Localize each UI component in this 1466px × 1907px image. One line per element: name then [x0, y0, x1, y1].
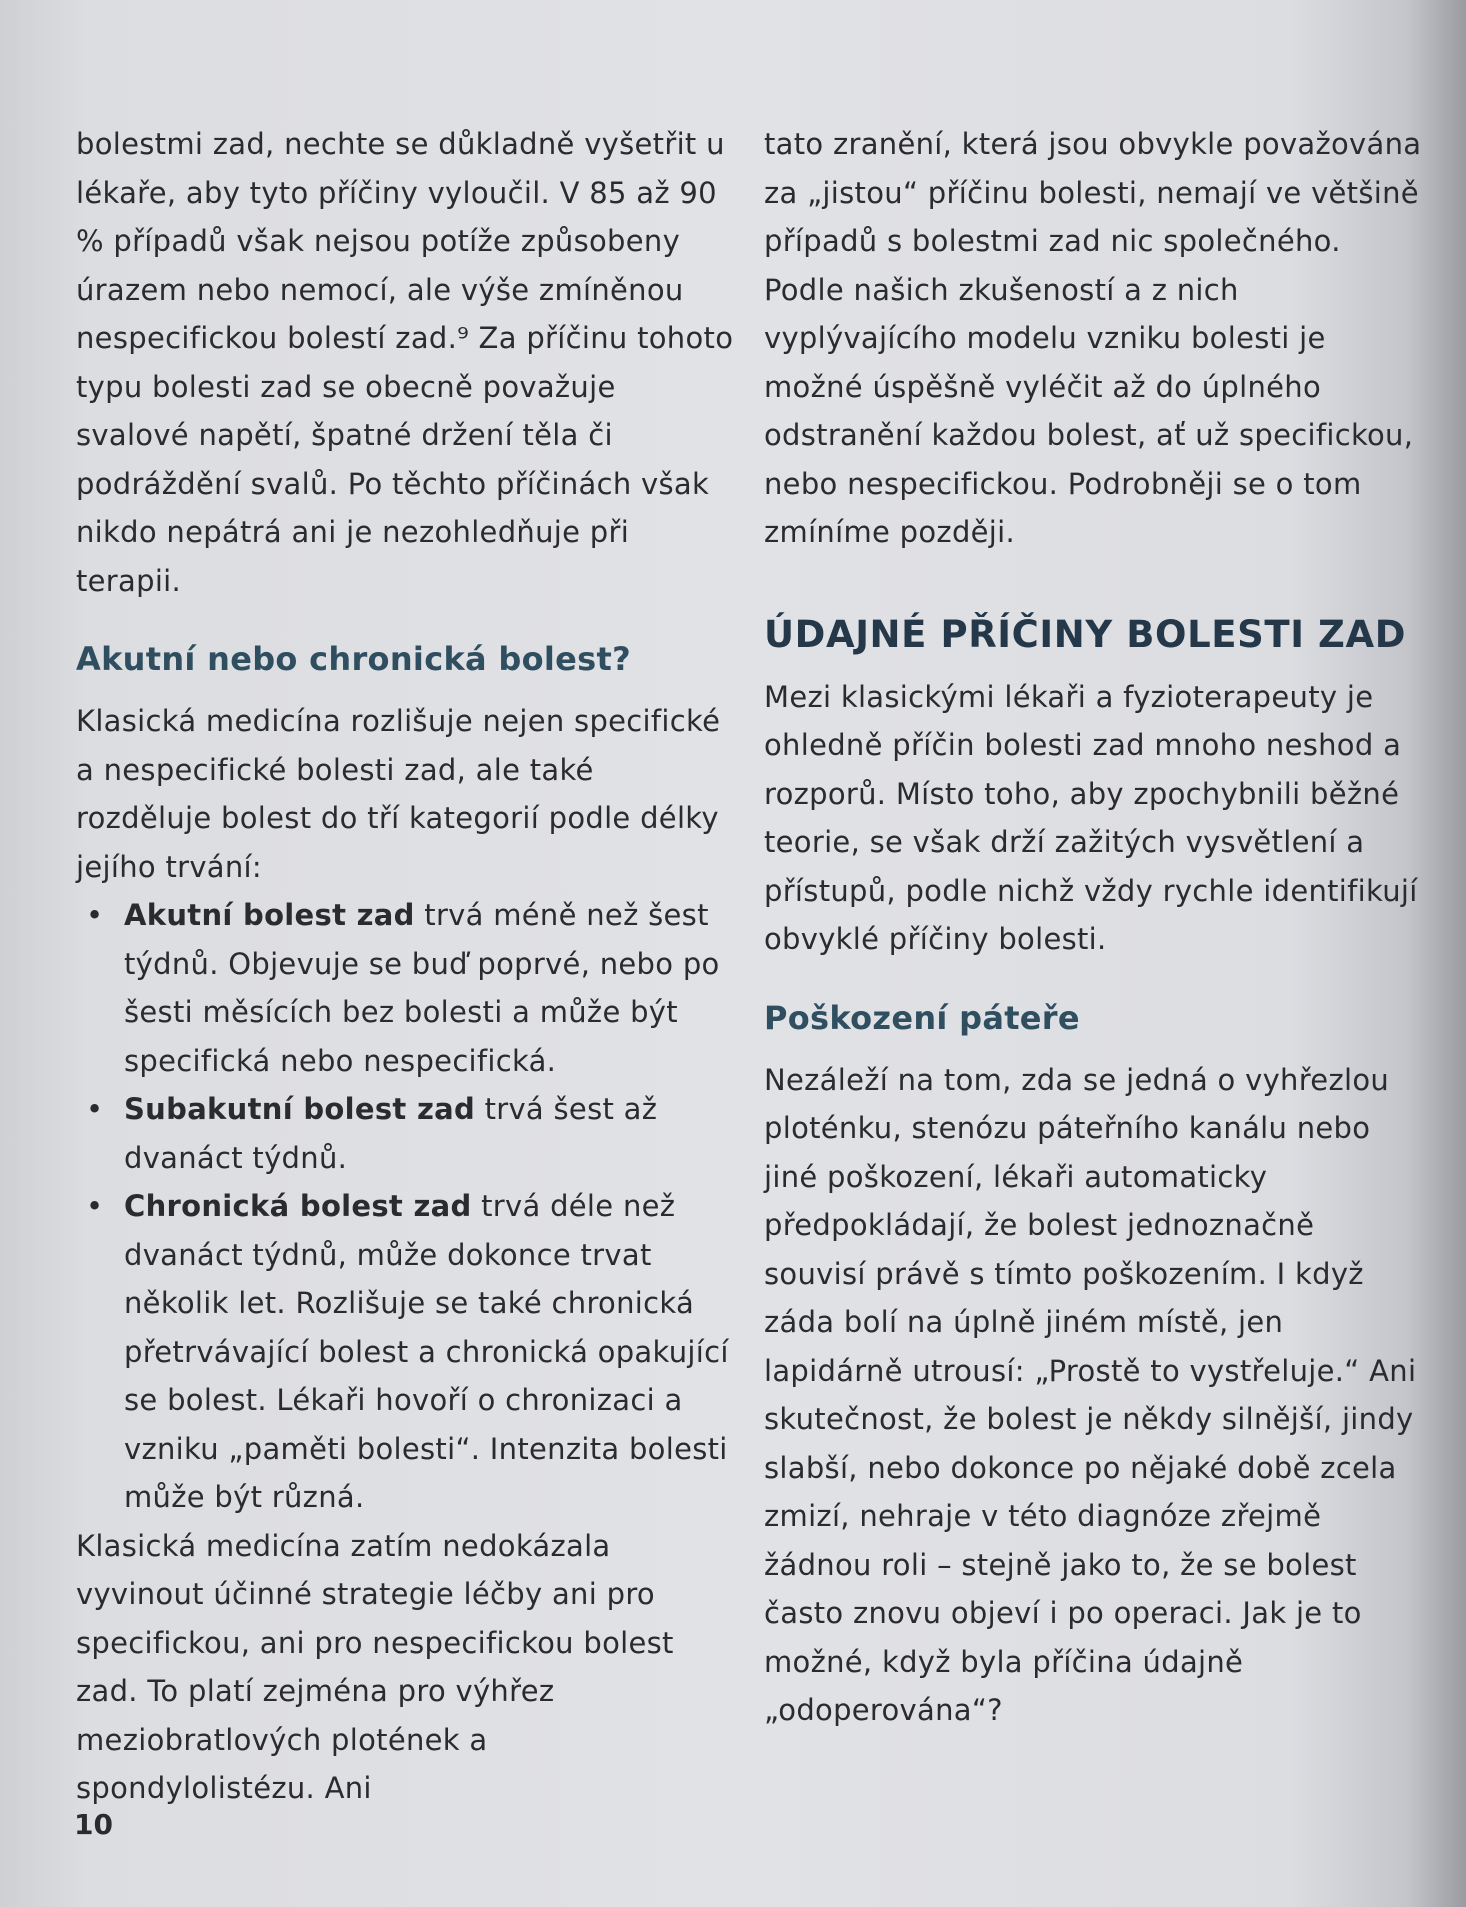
bullet-text: trvá déle než dvanáct týdnů, může dokonce trvat několik let. Rozlišuje se také chronická přetrvávající bolest a chronická opakující se bolest. Lékaři hovoří o chronizaci a vzniku „paměti bolesti“. Intenzita bolesti může být různá.	[124, 1189, 729, 1514]
list-item-chronic	[124, 1182, 736, 1522]
page-number: 10	[74, 1808, 113, 1841]
bullet-term: Chronická bolest zad	[124, 1189, 472, 1223]
left-intro-paragraph: bolestmi zad, nechte se důkladně vyšetřit u lékaře, aby tyto příčiny vyloučil. V 85 až 90 % případů však nejsou potíže způsobeny úrazem nebo nemocí, ale výše zmíněnou nespecifickou bolestí zad.⁹ Za příčinu tohoto typu bolesti zad se obecně považuje svalové napětí, špatné držení těla či podráždění svalů. Po těchto příčinách však nikdo nepátrá ani je nezohledňuje při terapii.	[76, 127, 734, 598]
subsection-paragraph: Nezáleží na tom, zda se jedná o vyhřezlou ploténku, stenózu páteřního kanálu nebo jiné poškození, lékaři automaticky předpokládají, že bolest jednoznačně souvisí právě s tímto poškozením. I když záda bolí na úplně jiném místě, jen lapidárně utrousí: „Prostě to vystřeluje.“ Ani skutečnost, že bolest je někdy silnější, jindy slabší, nebo dokonce po nějaké době zcela zmizí, nehraje v této diagnóze zřejmě žádnou roli – stejně jako to, že se bolest často znovu objeví i po operaci. Jak je to možné, když byla příčina údajně „odoperována“?	[764, 1062, 1417, 1727]
chapter-paragraph: Mezi klasickými lékaři a fyzioterapeuty je ohledně příčin bolesti zad mnoho neshod a rozporů. Místo toho, aby zpochybnili běžné teorie, se však drží zažitých vysvětlení a přístupů, podle nichž vždy rychle identifikují obvyklé příčiny bolesti.	[764, 679, 1418, 956]
chapter-heading-alleged-causes: ÚDAJNÉ PŘÍČINY BOLESTI ZAD	[764, 612, 1407, 656]
section-heading-acute-chronic: Akutní nebo chronická bolest?	[76, 640, 631, 678]
bullet-text: trvá šest až dvanáct týdnů.	[124, 1092, 658, 1175]
bullet-term: Subakutní bolest zad	[124, 1092, 476, 1126]
left-closing-paragraph: Klasická medicína zatím nedokázala vyvinout účinné strategie léčby ani pro specifickou, ani pro nespecifickou bolest zad. To platí zejména pro výhřez meziobratlových plotének a spondylolistézu. Ani	[76, 1528, 674, 1805]
subsection-heading-spine-damage: Poškození páteře	[764, 998, 1080, 1037]
section-intro-paragraph: Klasická medicína rozlišuje nejen specifické a nespecifické bolesti zad, ale také rozděluje bolest do tří kategorií podle délky jejího trvání:	[76, 704, 721, 884]
bullet-text: trvá méně než šest týdnů. Objevuje se buď poprvé, nebo po šesti měsících bez bolesti a může být specifická nebo nespecifická.	[124, 898, 720, 1078]
bullet-term: Akutní bolest zad	[124, 898, 415, 932]
list-item-acute	[124, 891, 736, 1085]
list-item-subacute	[124, 1085, 736, 1182]
right-intro-paragraph: tato zranění, která jsou obvykle považována za „jistou“ příčinu bolesti, nemají ve většině případů s bolestmi zad nic společného. Podle našich zkušeností a z nich vyplývajícího modelu vzniku bolesti je možné úspěšně vyléčit až do úplného odstranění každou bolest, ať už specifickou, nebo nespecifickou. Podrobněji se o tom zmíníme později.	[764, 127, 1422, 549]
right-column	[764, 120, 1424, 1735]
pain-category-list	[76, 891, 736, 1522]
left-column	[76, 120, 736, 1813]
